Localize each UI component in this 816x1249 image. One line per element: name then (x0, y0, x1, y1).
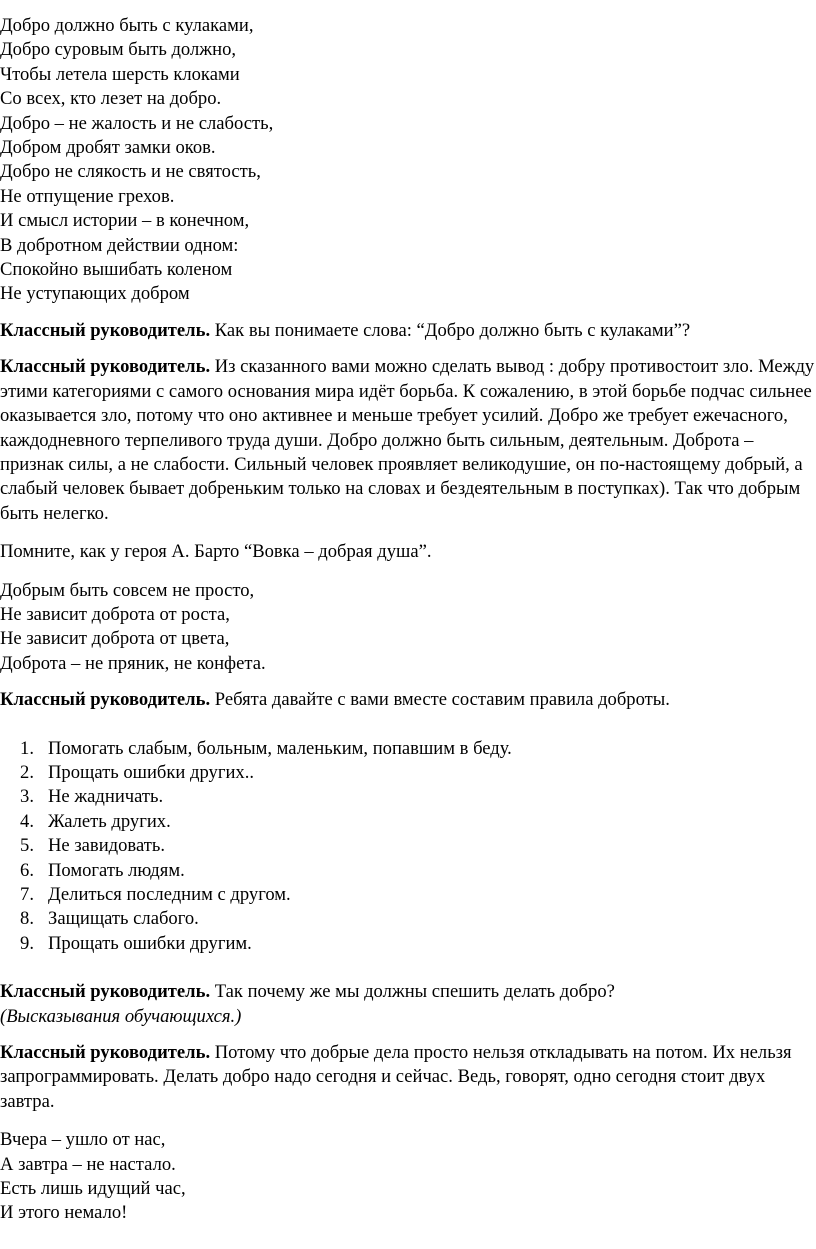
list-text: Делиться последним с другом. (48, 884, 291, 905)
speaker-label: Классный руководитель. (0, 689, 211, 711)
paragraph-text: Из сказанного вами можно сделать вывод : добру противостоит зло. Между этими категориями с самого основания мира идёт борьба. К сожалению, в этой борьбе подчас сильнее оказывается зло, потому что оно активнее и меньше требует усилий. Добро же требует ежечасного, каждодневного терпеливого труда души. Добро должно быть сильным, деятельным. Доброта – признак силы, а не слабости. Сильный человек проявляет великодушие, он по-настоящему добрый, а слабый человек бывает добреньким только на словах и бездеятельным в поступках). Так что добрым быть нелегко. (0, 356, 815, 524)
poem-barto (0, 579, 816, 677)
paragraph-text: Ребята давайте с вами вместе составим правила доброты. (210, 689, 670, 711)
list-text: Помогать людям. (48, 859, 185, 881)
list-item (0, 785, 816, 809)
list-item (0, 883, 816, 907)
poem-line: Со всех, кто лезет на добро. (0, 88, 222, 110)
teacher-paragraph-5 (0, 1041, 816, 1114)
poem-line: Чтобы летела шерсть клоками (0, 63, 240, 85)
poem-line: Не отпущение грехов. (0, 185, 175, 207)
speaker-label: Классный руководитель. (0, 319, 211, 341)
poem-line: В добротном действии одном: (0, 234, 239, 256)
list-number: 4. (20, 810, 34, 832)
list-text: Жалеть других. (48, 810, 171, 832)
kindness-rules-list (0, 737, 816, 957)
list-item (0, 859, 816, 883)
list-item (0, 834, 816, 858)
list-text: Защищать слабого. (48, 908, 199, 930)
list-item (0, 810, 816, 834)
list-text: Прощать ошибки других.. (48, 761, 255, 783)
list-text: Не жадничать. (48, 786, 164, 808)
poem-line: Добром дробят замки оков. (0, 137, 216, 159)
speaker-label: Классный руководитель. (0, 356, 211, 378)
poem-line: Вчера – ушло от нас, (0, 1129, 166, 1151)
document-page (0, 14, 816, 1226)
poem-line: Добро – не жалость и не слабость, (0, 112, 274, 134)
poem-line: И этого немало! (0, 1202, 128, 1224)
poem-line: Доброта – не пряник, не конфета. (0, 652, 266, 674)
paragraph-text: Потому что добрые дела просто нельзя откладывать на потом. Их нельзя запрограммировать. Делать добро надо сегодня и сейчас. Ведь, говорят, одно сегодня стоит двух завтра. (0, 1042, 792, 1112)
list-number: 2. (20, 761, 34, 783)
list-text: Прощать ошибки другим. (48, 932, 252, 954)
poem-line: Не зависит доброта от цвета, (0, 628, 230, 650)
poem-kulaki (0, 14, 816, 307)
speaker-label: Классный руководитель. (0, 1042, 211, 1064)
student-remarks-note: (Высказывания обучающихся.) (0, 1005, 242, 1027)
list-text: Не завидовать. (48, 835, 165, 857)
poem-line: Не зависит доброта от роста, (0, 603, 230, 625)
list-item (0, 761, 816, 785)
list-text: Помогать слабым, больным, маленьким, попавшим в беду. (48, 737, 512, 759)
list-number: 6. (20, 859, 34, 881)
speaker-label: Классный руководитель. (0, 981, 211, 1003)
list-item (0, 737, 816, 761)
remember-line: Помните, как у героя А. Барто “Вовка – добрая душа”. (0, 541, 432, 563)
list-item (0, 907, 816, 931)
list-number: 5. (20, 835, 34, 857)
list-number: 1. (20, 737, 34, 759)
teacher-question-1 (0, 319, 816, 343)
list-number: 9. (20, 932, 34, 954)
poem-line: А завтра – не настало. (0, 1153, 176, 1175)
poem-line: Добро суровым быть должно, (0, 39, 237, 61)
list-number: 7. (20, 884, 34, 905)
poem-line: Добро должно быть с кулаками, (0, 15, 254, 36)
list-number: 3. (20, 786, 34, 808)
teacher-paragraph-2 (0, 355, 816, 526)
teacher-paragraph-4 (0, 980, 816, 1004)
poem-line: И смысл истории – в конечном, (0, 210, 250, 232)
poem-line: Не уступающих добром (0, 283, 190, 305)
teacher-paragraph-3 (0, 688, 816, 712)
list-item (0, 932, 816, 956)
poem-line: Добрым быть совсем не просто, (0, 579, 255, 601)
list-number: 8. (20, 908, 34, 930)
poem-line: Спокойно вышибать коленом (0, 259, 233, 281)
poem-today (0, 1128, 816, 1226)
poem-line: Есть лишь идущий час, (0, 1178, 186, 1200)
question-text: Как вы понимаете слова: “Добро должно быть с кулаками”? (210, 319, 691, 341)
poem-line: Добро не слякость и не святость, (0, 161, 261, 183)
paragraph-text: Так почему же мы должны спешить делать добро? (210, 981, 615, 1003)
